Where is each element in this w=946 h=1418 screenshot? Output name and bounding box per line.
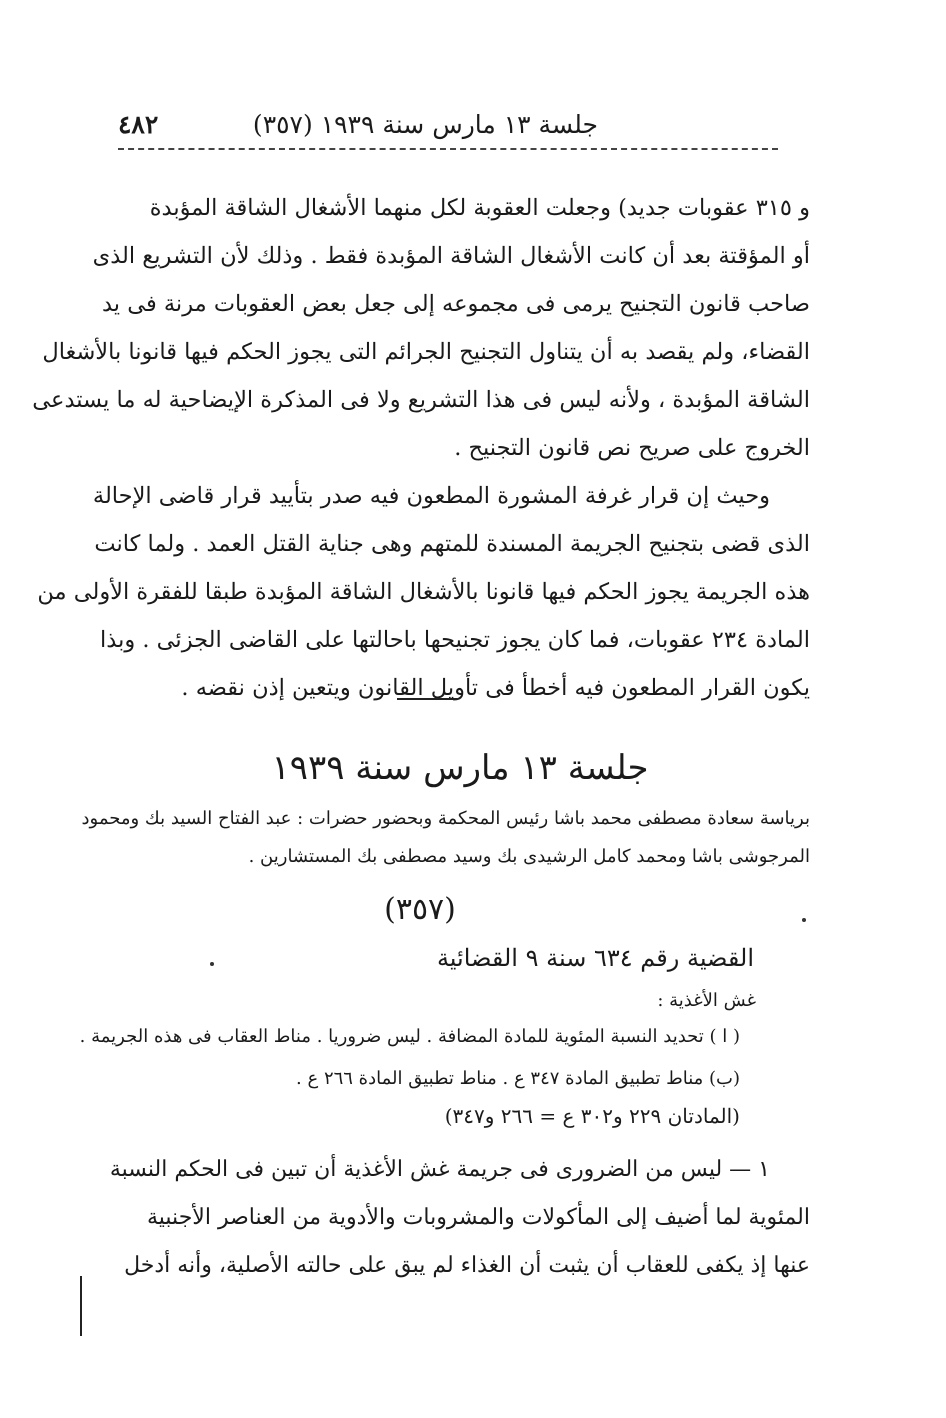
running-header: [118, 104, 778, 148]
section-divider: [397, 698, 457, 700]
text-line: برياسة سعادة مصطفى محمد باشا رئيس المحكمة وبحضور حضرات : عبد الفتاح السيد بك ومحمود: [81, 808, 810, 829]
session-heading: جلسة ١٣ مارس سنة ١٩٣٩: [271, 748, 649, 788]
text-line: يكون القرار المطعون فيه أخطأ فى تأويل القانون ويتعين إذن نقضه .: [181, 675, 810, 701]
scan-speck: [210, 962, 214, 966]
page-number: ٤٨٢: [118, 110, 159, 139]
margin-line: [80, 1276, 82, 1336]
text-line: هذه الجريمة يجوز الحكم فيها قانونا بالأشغال الشاقة المؤبدة طبقا للفقرة الأولى من: [37, 579, 810, 605]
summary-item-b: (ب) مناط تطبيق المادة ٣٤٧ ع . مناط تطبيق المادة ٢٦٦ ع .: [296, 1068, 740, 1089]
scan-speck: [802, 918, 806, 922]
text-line: المئوية لما أضيف إلى المأكولات والمشروبات والأدوية من العناصر الأجنبية: [146, 1205, 810, 1230]
articles-reference: (المادتان ٢٢٩ و٣٠٢ ع = ٢٦٦ و٣٤٧): [444, 1104, 740, 1128]
case-number-heading: (٣٥٧): [384, 892, 456, 927]
text-line: المرجوشى باشا ومحمد كامل الرشيدى بك وسيد مصطفى بك المستشارين .: [248, 846, 810, 867]
text-line: ١ — ليس من الضرورى فى جريمة غش الأغذية أن تبين فى الحكم النسبة: [109, 1157, 770, 1182]
running-header-title: جلسة ١٣ مارس سنة ١٩٣٩ (٣٥٧): [252, 110, 598, 139]
case-topic: غش الأغذية :: [657, 990, 756, 1011]
text-line: و ٣١٥ عقوبات جديد) وجعلت العقوبة لكل منهما الأشغال الشاقة المؤبدة: [149, 195, 810, 221]
text-line: عنها إذ يكفى للعقاب أن يثبت أن الغذاء لم يبق على حالته الأصلية، وأنه أدخل: [124, 1253, 810, 1278]
text-line: الخروج على صريح نص قانون التجنيح .: [454, 435, 810, 461]
header-rule: [118, 148, 778, 150]
text-line: وحيث إن قرار غرفة المشورة المطعون فيه صدر بتأييد قرار قاضى الإحالة: [92, 483, 770, 509]
paragraph-principle: [106, 1146, 810, 1290]
text-line: صاحب قانون التجنيح يرمى فى مجموعه إلى جعل بعض العقوبات مرنة فى يد: [101, 291, 810, 317]
text-line: الذى قضى بتجنيح الجريمة المسندة للمتهم وهى جناية القتل العمد . ولما كانت: [94, 531, 810, 557]
text-line: أو المؤقتة بعد أن كانت الأشغال الشاقة المؤبدة فقط . وذلك لأن التشريع الذى: [92, 243, 810, 269]
paragraph-ruling: [37, 472, 810, 712]
case-reference: القضية رقم ٦٣٤ سنة ٩ القضائية: [436, 944, 754, 972]
text-line: المادة ٢٣٤ عقوبات، فما كان يجوز تجنيحها باحالتها على القاضى الجزئى . وبذا: [100, 627, 810, 653]
summary-item-a: ( ا ) تحديد النسبة المئوية للمادة المضافة . ليس ضروريا . مناط العقاب فى هذه الجريمة .: [79, 1026, 740, 1047]
court-composition: [81, 800, 810, 876]
paragraph-continuation: [32, 184, 810, 472]
text-line: القضاء، ولم يقصد به أن يتناول التجنيح الجرائم التى يجوز الحكم فيها قانونا بالأشغال: [42, 339, 810, 365]
text-line: الشاقة المؤبدة ، ولأنه ليس فى هذا التشريع ولا فى المذكرة الإيضاحية له ما يستدعى: [32, 387, 810, 413]
